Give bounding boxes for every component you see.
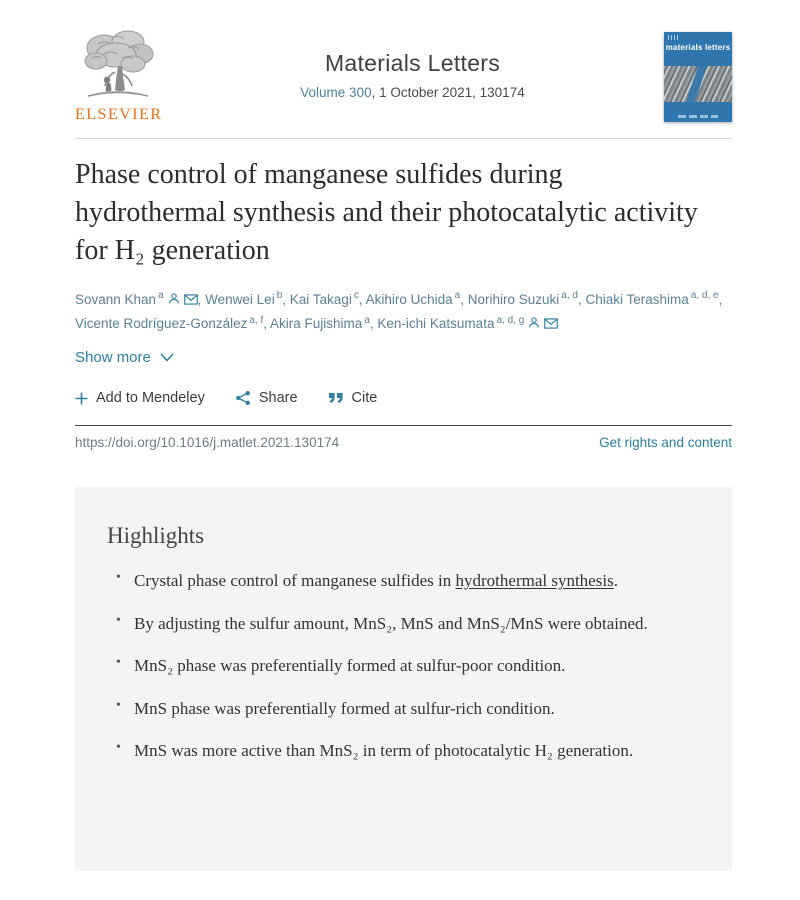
- elsevier-logo[interactable]: [75, 28, 161, 124]
- cover-title-text: materials letters: [665, 43, 731, 52]
- author-separator: ,: [718, 291, 723, 307]
- highlight-text: MnS was more active than MnS₂ in term of photocatalytic H₂ generation.: [134, 741, 634, 761]
- doi-row: [75, 435, 732, 450]
- journal-cover-thumbnail[interactable]: [664, 32, 732, 122]
- author-separator: ,: [577, 291, 586, 307]
- author: [585, 292, 722, 307]
- author-name[interactable]: Vicente Rodríguez-González: [75, 316, 248, 332]
- envelope-icon[interactable]: [184, 294, 198, 305]
- author: [75, 316, 270, 331]
- journal-issue-line: [161, 85, 664, 100]
- cover-logo-dots: [668, 35, 678, 40]
- author-separator: ,: [282, 291, 290, 307]
- author-name[interactable]: Kai Takagi: [289, 291, 352, 307]
- share-label: Share: [258, 390, 298, 407]
- author-name[interactable]: Ken-ichi Katsumata: [377, 316, 495, 332]
- author-affiliation-sup: a, d, g: [496, 314, 525, 326]
- highlights-list: [107, 567, 698, 765]
- author-affiliation-sup: c: [353, 290, 359, 302]
- journal-info: [161, 28, 664, 100]
- cover-footer-text: [678, 115, 718, 118]
- plus-icon: [75, 392, 88, 405]
- elsevier-tree-icon: [78, 28, 158, 104]
- elsevier-wordmark[interactable]: ELSEVIER: [75, 106, 163, 123]
- author-affiliation-sup: a: [454, 290, 461, 302]
- doi-link[interactable]: https://doi.org/10.1016/j.matlet.2021.130174: [75, 435, 340, 451]
- author-separator: ,: [263, 316, 271, 332]
- add-to-mendeley-button[interactable]: [75, 390, 205, 406]
- author-affiliation-sup: a, f: [249, 314, 264, 326]
- author-affiliation-sup: a: [158, 290, 164, 302]
- author-separator: ,: [460, 291, 468, 307]
- topic-link-hydrothermal-synthesis[interactable]: hydrothermal synthesis: [455, 571, 614, 591]
- journal-header: [75, 0, 732, 124]
- highlights-section: [75, 487, 732, 871]
- add-to-mendeley-label: Add to Mendeley: [96, 390, 205, 407]
- author-affiliation-sup: a: [364, 314, 370, 326]
- cite-label: Cite: [351, 390, 378, 407]
- chevron-down-icon: [160, 353, 174, 362]
- author: [205, 292, 290, 307]
- author-separator: ,: [369, 316, 378, 332]
- highlight-text: By adjusting the sulfur amount, MnS₂, MnS and MnS₂/MnS were obtained.: [134, 613, 648, 633]
- share-nodes-icon: [235, 390, 251, 406]
- article-title: Phase control of manganese sulfides during hydrothermal synthesis and their photocatalytic activity for H₂ generation: [75, 159, 698, 267]
- author-name[interactable]: Wenwei Lei: [205, 291, 275, 307]
- highlight-text: MnS phase was preferentially formed at sulfur-rich condition.: [134, 698, 555, 718]
- doi-divider: [75, 425, 732, 426]
- author-name[interactable]: Norihiro Suzuki: [467, 291, 560, 307]
- author-affiliation-sup: a, d: [561, 290, 578, 302]
- author: [468, 292, 586, 307]
- highlight-item: [107, 695, 698, 723]
- highlight-item: [107, 610, 698, 638]
- cite-button[interactable]: [328, 390, 378, 406]
- highlight-text: .: [613, 571, 618, 591]
- author-name[interactable]: Akihiro Uchida: [365, 291, 453, 307]
- show-more-label: Show more: [75, 349, 151, 367]
- author-affiliation-sup: a, d, e: [690, 290, 719, 302]
- highlight-item: [107, 567, 698, 595]
- author-name[interactable]: Sovann Khan: [75, 291, 157, 307]
- person-icon[interactable]: [528, 316, 540, 329]
- highlight-text: MnS₂ phase was preferentially formed at sulfur-poor condition.: [134, 656, 566, 676]
- author-list: [75, 287, 732, 336]
- volume-link[interactable]: Volume 300: [300, 85, 372, 100]
- author: [290, 292, 366, 307]
- author: [366, 292, 468, 307]
- author: [377, 316, 558, 331]
- highlight-text: Crystal phase control of manganese sulfides in: [134, 571, 456, 591]
- journal-title-link[interactable]: Materials Letters: [324, 50, 501, 76]
- author-name[interactable]: Akira Fujishima: [270, 316, 363, 332]
- author: [270, 316, 377, 331]
- action-toolbar: [75, 390, 732, 406]
- quote-icon: [328, 392, 344, 404]
- author: [75, 292, 205, 307]
- person-icon[interactable]: [168, 292, 180, 305]
- highlight-item: [107, 652, 698, 680]
- author-affiliation-sup: b: [276, 290, 283, 302]
- share-button[interactable]: [235, 390, 298, 406]
- header-divider: [75, 138, 732, 139]
- author-separator: ,: [197, 291, 206, 307]
- rights-and-content-link[interactable]: Get rights and content: [599, 435, 732, 451]
- author-separator: ,: [358, 291, 366, 307]
- highlights-heading: Highlights: [107, 523, 205, 549]
- author-name[interactable]: Chiaki Terashima: [585, 291, 689, 307]
- envelope-icon[interactable]: [544, 318, 558, 329]
- show-more-button[interactable]: [75, 349, 174, 366]
- issue-date-text: , 1 October 2021, 130174: [371, 85, 525, 100]
- highlight-item: [107, 737, 698, 765]
